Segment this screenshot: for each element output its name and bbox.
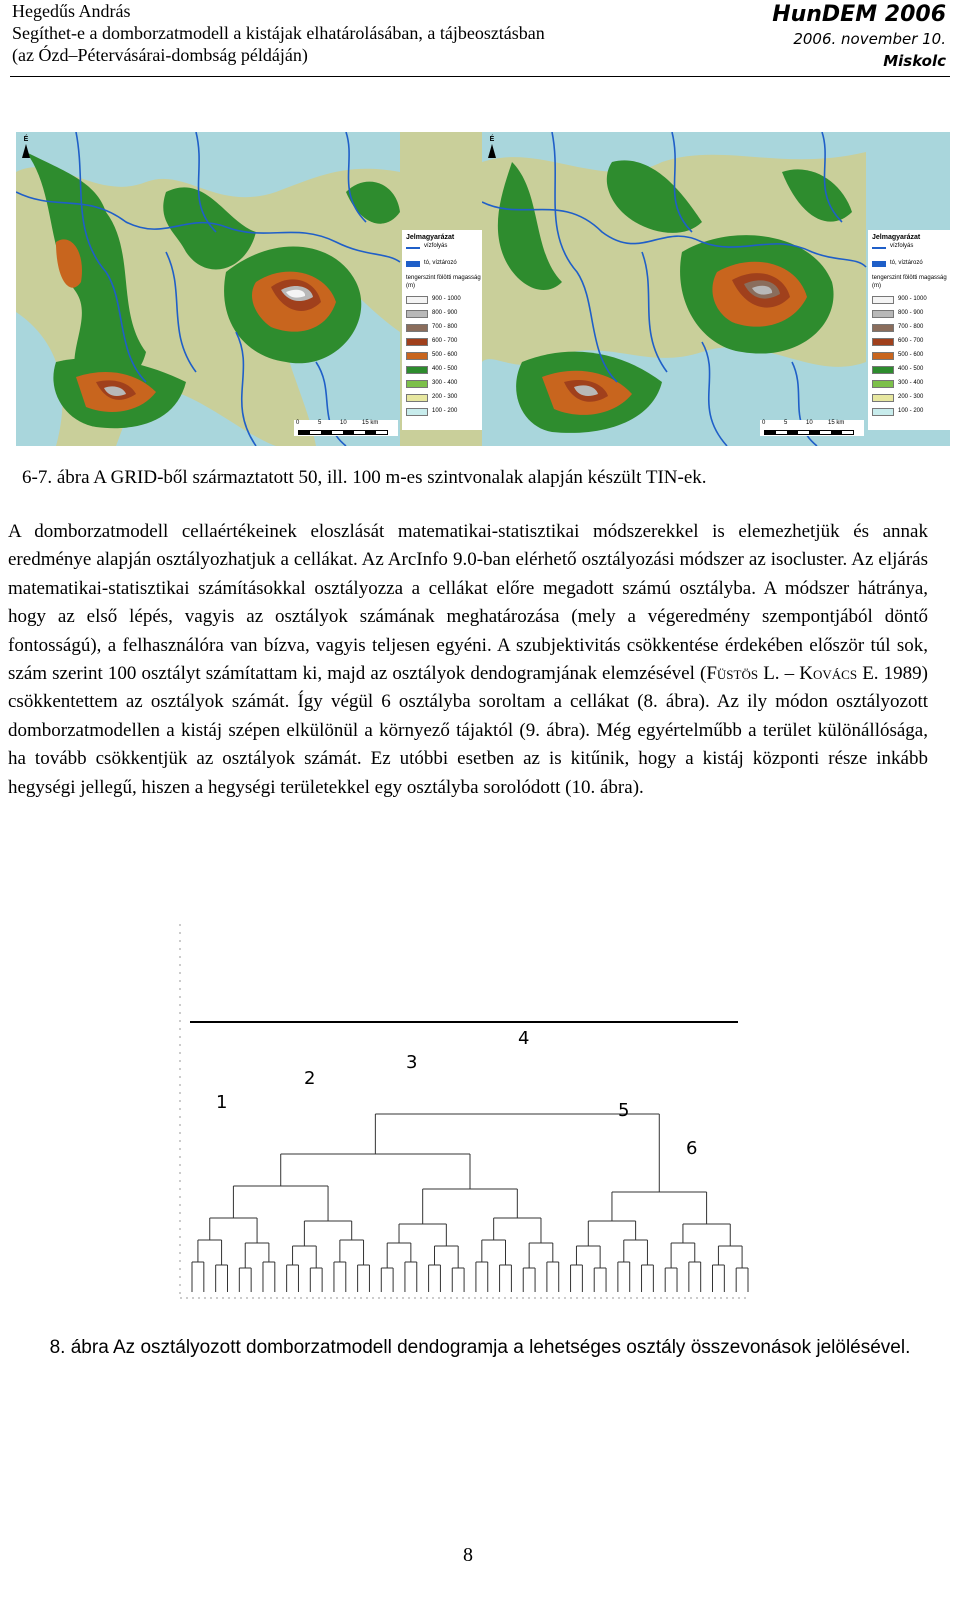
legend-class-label: 600 - 700 [432,338,458,344]
cluster-label-2: 2 [304,1068,316,1089]
scale-tick-label: 15 km [828,420,845,426]
legend-class-swatch [406,352,428,360]
header-author: Hegedűs András [12,1,131,21]
header-conference-place: Miskolc [883,52,946,70]
legend-elevation-title: tengerszint fölötti magasság (m) [406,275,481,289]
legend-class-label: 400 - 500 [898,366,924,372]
cluster-label-5: 5 [618,1100,630,1121]
legend-class-swatch [406,366,428,374]
header-title-line2: (az Ózd–Pétervásárai-dombság példáján) [12,45,308,65]
legend-class-swatch [406,338,428,346]
legend-title: Jelmagyarázat [406,234,455,241]
legend-class-row [406,408,484,417]
legend-class-swatch [406,408,428,416]
body-text-part3: E. 1989) csökkentettem az osztályok számát. Így végül 6 osztályba soroltam a cellákat (8. ábra). Az ily módon osztályozott domborzatmodellen a kistáj szépen elkülönül a környező tájaktól (9. ábra). Még egyértelműbb a terület különállósága, ha tovább csökkentjük az osztályok számát. Ez utóbbi esetben az is kitűnik, hogy a kistáj központi része inkább hegységi jellegű, hiszen a hegységi területekkel egy osztályba sorolódott (10. ábra). [8,663,928,798]
legend-class-label: 200 - 300 [898,394,924,400]
legend-class-row [872,310,950,319]
legend-class-swatch [872,324,894,332]
legend-class-label: 400 - 500 [432,366,458,372]
legend-class-row [872,352,950,361]
legend-class-row [872,408,950,417]
scale-bar-graphic [298,430,388,435]
body-text-part2: L. – [758,663,800,685]
scale-bar [760,420,864,436]
legend-class-label: 500 - 600 [432,352,458,358]
legend-class-swatch [406,380,428,388]
legend-class-row [406,394,484,403]
cluster-label-4: 4 [518,1028,530,1049]
legend-class-swatch [872,310,894,318]
body-paragraph [8,518,928,802]
header-conference-date: 2006. november 10. [793,30,946,48]
legend-class-row [872,296,950,305]
header-title-line1: Segíthet-e a domborzatmodell a kistájak elhatárolásában, a tájbeosztásban [12,23,545,43]
figure-8-caption: 8. ábra Az osztályozott domborzatmodell dendogramja a lehetséges osztály összevonások jelölésével. [49,1337,911,1358]
legend-class-row [406,352,484,361]
north-arrow-icon [20,136,32,162]
legend-class-row [406,380,484,389]
north-label: É [489,136,495,143]
map-legend [402,230,484,430]
legend-class-label: 700 - 800 [898,324,924,330]
citation-author-kovacs: Kovács [799,663,858,685]
cluster-label-1: 1 [216,1092,228,1113]
legend-class-swatch [872,352,894,360]
north-label: É [23,136,29,143]
scale-tick-label: 10 [340,420,347,426]
legend-river-swatch [406,247,420,249]
legend-class-label: 600 - 700 [898,338,924,344]
legend-class-swatch [406,324,428,332]
legend-lake-label: tó, víztározó [424,260,457,266]
legend-lake-swatch [406,261,420,267]
legend-class-row [406,296,484,305]
scale-tick-label: 5 [318,420,322,426]
legend-class-swatch [872,380,894,388]
legend-class-swatch [872,408,894,416]
scale-tick-label: 5 [784,420,788,426]
legend-class-swatch [872,296,894,304]
legend-title: Jelmagyarázat [872,234,921,241]
legend-class-swatch [872,394,894,402]
header-conference-name: HunDEM 2006 [772,2,946,27]
legend-river-swatch [872,247,886,249]
figure-6-7-caption: 6-7. ábra A GRID-ből származtatott 50, ill. 100 m-es szintvonalak alapján készült TIN-ek. [22,467,707,488]
legend-class-row [406,366,484,375]
legend-class-label: 300 - 400 [898,380,924,386]
running-header [0,0,960,80]
dendrogram-tree [170,918,770,1304]
legend-lake-swatch [872,261,886,267]
legend-class-swatch [872,366,894,374]
cluster-label-6: 6 [686,1138,698,1159]
legend-river-label: vízfolyás [424,243,448,249]
header-rule [10,76,950,77]
legend-class-label: 900 - 1000 [898,296,927,302]
page-number: 8 [463,1544,473,1566]
legend-class-row [406,324,484,333]
scale-bar-graphic [764,430,854,435]
legend-class-row [872,394,950,403]
legend-class-label: 700 - 800 [432,324,458,330]
legend-class-row [872,380,950,389]
legend-class-row [872,324,950,333]
scale-tick-label: 0 [762,420,766,426]
legend-class-label: 300 - 400 [432,380,458,386]
dendrogram-figure [170,918,770,1304]
tin-map-100m [482,132,950,446]
legend-class-label: 800 - 900 [898,310,924,316]
scale-tick-label: 0 [296,420,300,426]
legend-class-swatch [872,338,894,346]
map-legend [868,230,950,430]
north-arrow-icon [486,136,498,162]
legend-lake-label: tó, víztározó [890,260,923,266]
legend-class-row [872,338,950,347]
legend-class-row [406,310,484,319]
legend-class-swatch [406,394,428,402]
legend-elevation-title: tengerszint fölötti magasság (m) [872,275,947,289]
scale-tick-label: 10 [806,420,813,426]
legend-class-label: 100 - 200 [432,408,458,414]
legend-class-swatch [406,310,428,318]
legend-river-label: vízfolyás [890,243,914,249]
legend-class-swatch [406,296,428,304]
legend-class-label: 100 - 200 [898,408,924,414]
legend-class-label: 900 - 1000 [432,296,461,302]
legend-class-label: 500 - 600 [898,352,924,358]
scale-bar [294,420,398,436]
body-text-part1: A domborzatmodell cellaértékeinek eloszlását matematikai-statisztikai módszerekkel is elemezhetjük és annak eredménye alapján osztályozhatjuk a cellákat. Az ArcInfo 9.0-ban elérhető osztályozási módszer az isocluster. Az eljárás matematikai-statisztikai számításokkal osztályozza a cellákat előre megadott számú osztályba. A módszer hátránya, hogy az első lépés, vagyis az osztályok számának meghatározása (mely a végeredmény szempontjából döntő fontosságú), a felhasználóra van bízva, vagyis teljesen egyéni. A szubjektivitás csökkentése érdekében először túl sok, szám szerint 100 osztályt számítattam ki, majd az osztályok dendogramjának elemzésével ( [8,521,928,685]
legend-class-label: 200 - 300 [432,394,458,400]
tin-map-50m [16,132,484,446]
legend-class-label: 800 - 900 [432,310,458,316]
cluster-label-3: 3 [406,1052,418,1073]
scale-tick-label: 15 km [362,420,379,426]
citation-author-fustos: Füstös [706,663,759,685]
legend-class-row [872,366,950,375]
legend-class-row [406,338,484,347]
